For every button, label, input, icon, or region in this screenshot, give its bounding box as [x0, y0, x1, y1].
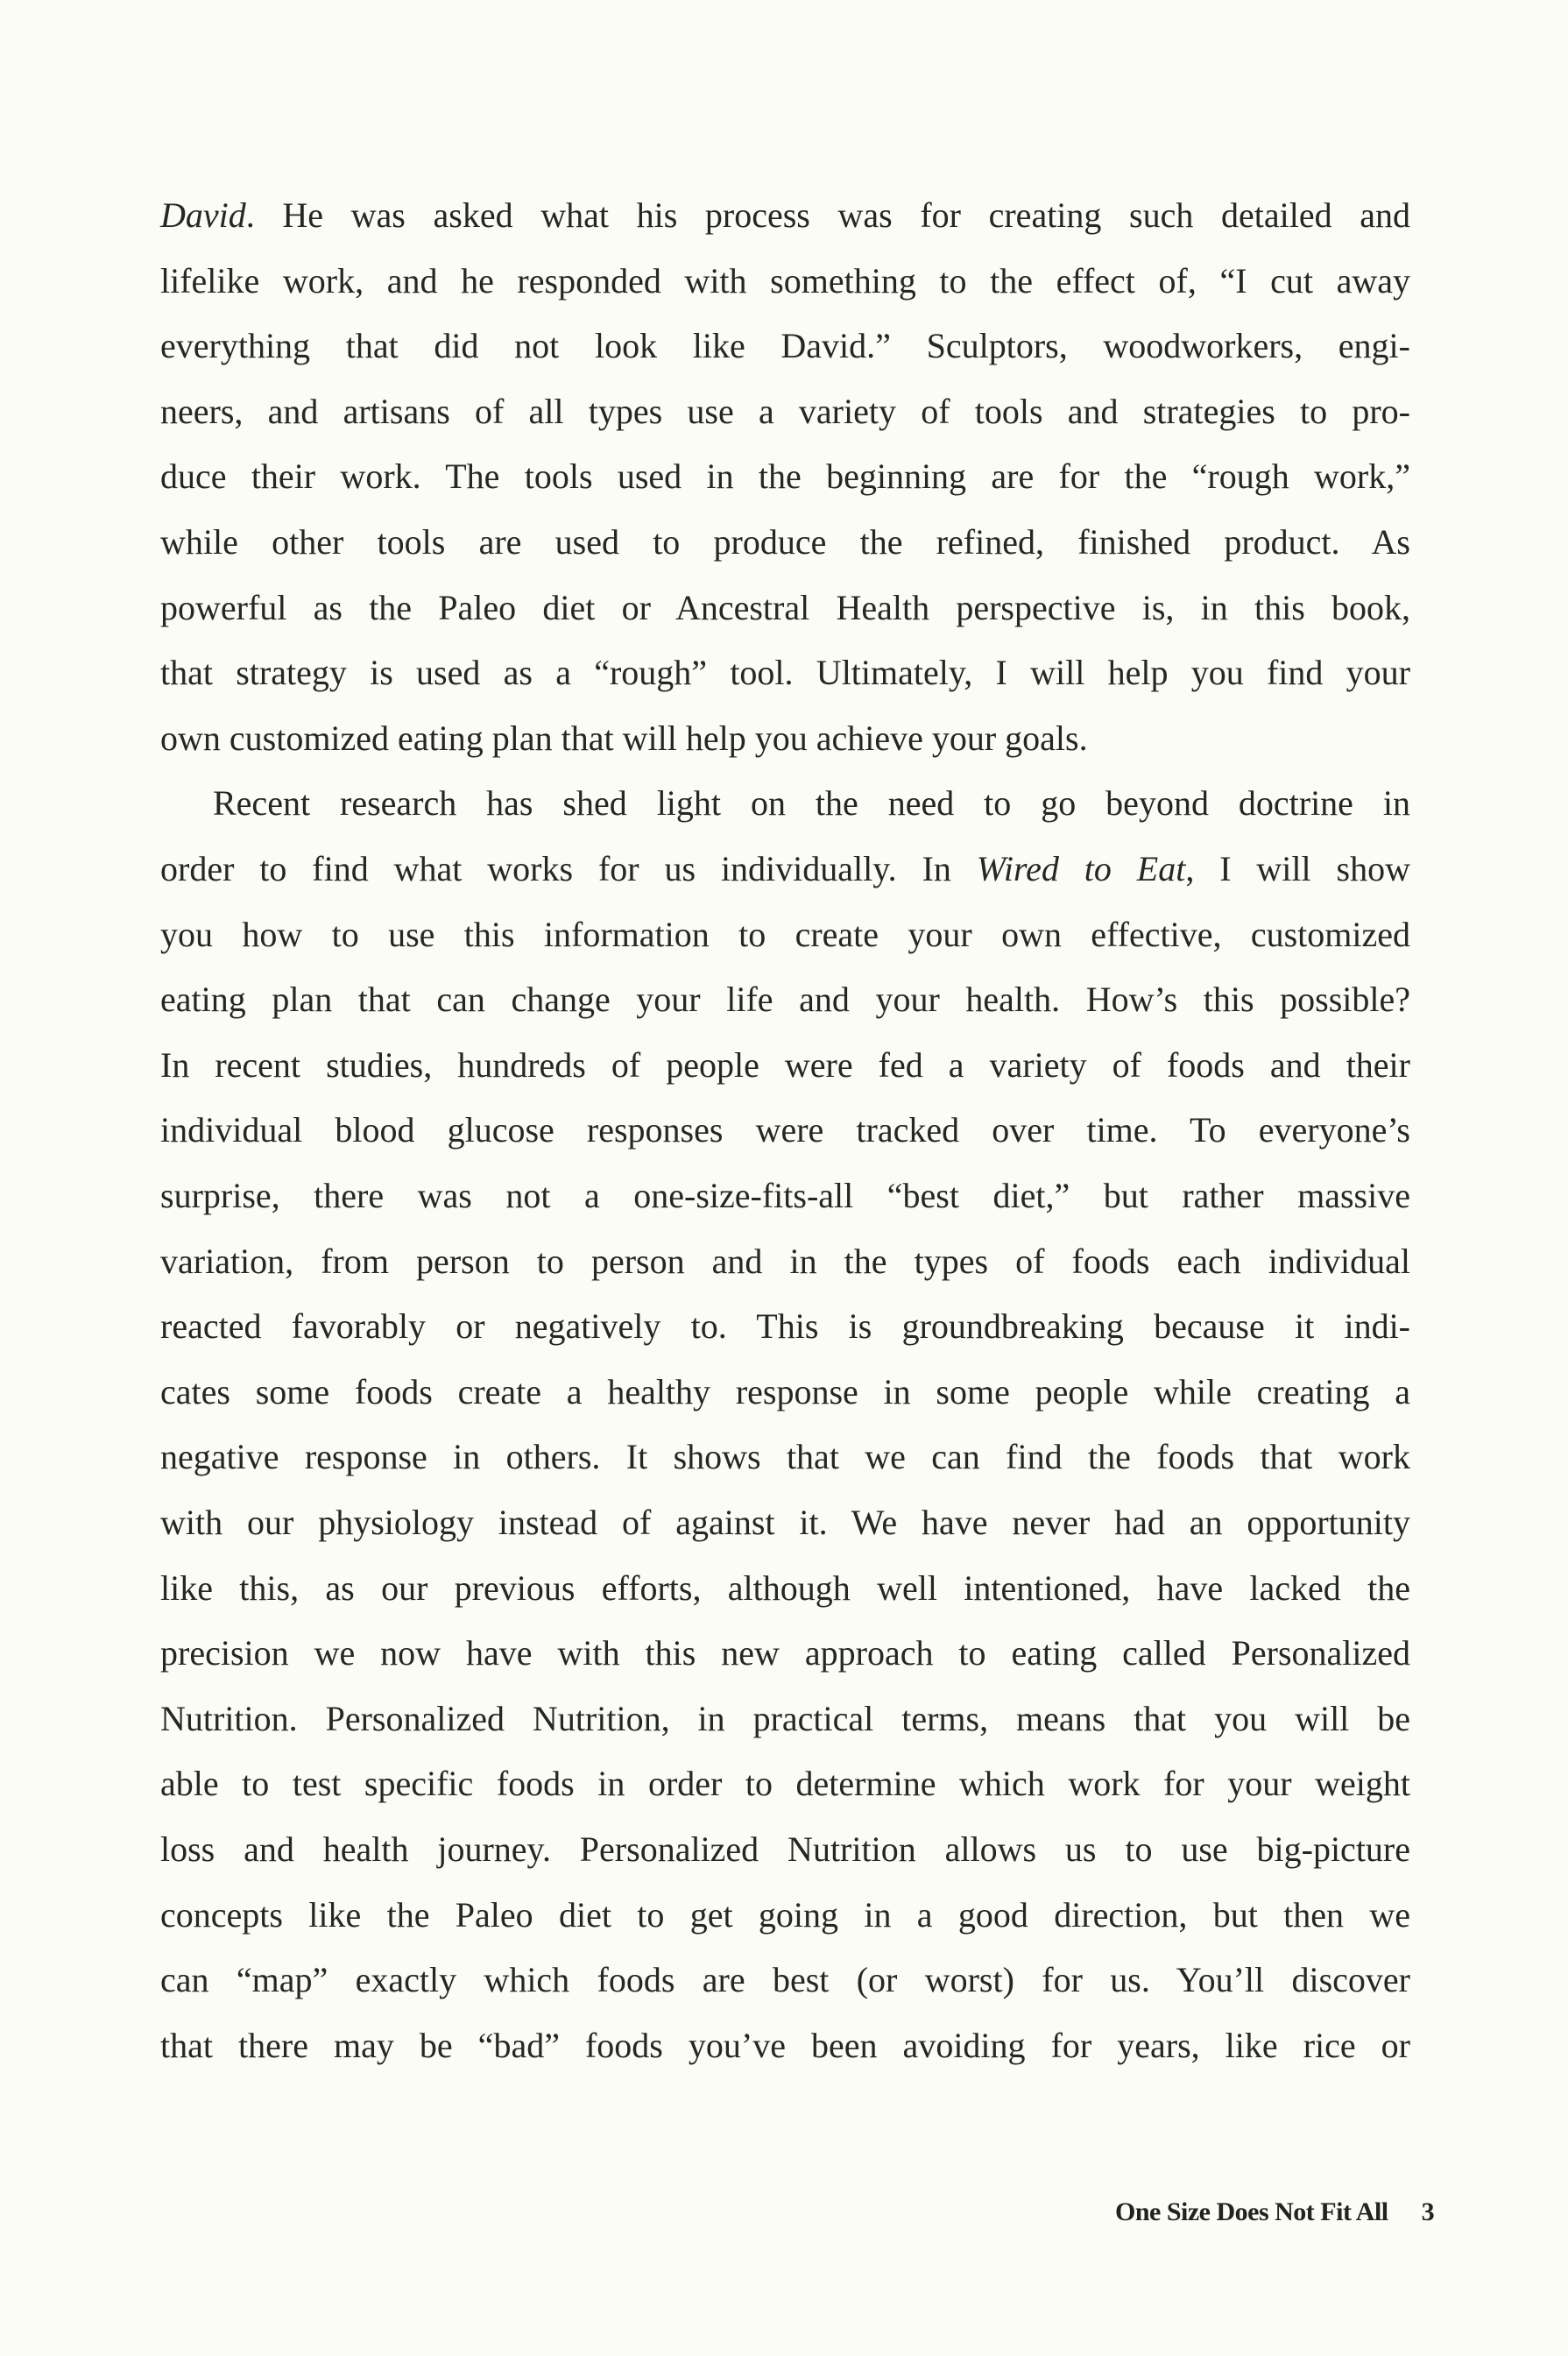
text-line — [160, 718, 1410, 758]
text-line — [160, 1764, 1410, 1804]
text-line — [160, 653, 1410, 693]
text-segment: Nutrition. Personalized Nutrition, in practical terms, means that you will be — [160, 1698, 1410, 1738]
text-line — [160, 980, 1410, 1020]
text-segment: , I will show — [1185, 849, 1411, 888]
text-line — [160, 783, 1410, 824]
page-number: 3 — [1421, 2197, 1435, 2226]
text-segment: with our physiology instead of against it. We have never had an opportunity — [160, 1503, 1410, 1542]
text-line — [160, 326, 1410, 366]
text-segment: everything that did not look like David.” Sculptors, woodworkers, engi- — [160, 326, 1410, 366]
text-segment: neers, and artisans of all types use a variety of tools and strategies to pro- — [160, 391, 1410, 431]
text-segment: cates some foods create a healthy response in some people while creating a — [160, 1371, 1410, 1411]
text-line — [160, 1960, 1410, 2000]
text-segment: that there may be “bad” foods you’ve been avoiding for years, like rice or — [160, 2025, 1410, 2065]
text-segment: Recent research has shed light on the need to go beyond doctrine in — [213, 783, 1410, 824]
text-segment: can “map” exactly which foods are best (or worst) for us. You’ll discover — [160, 1960, 1410, 2000]
text-line — [160, 1371, 1410, 1411]
text-segment: order to find what works for us individually. In — [160, 849, 977, 888]
text-line — [160, 1829, 1410, 1869]
page-footer — [1115, 2197, 1434, 2227]
text-segment: own customized eating plan that will help you achieve your goals. — [160, 718, 1088, 758]
text-line — [160, 1178, 1410, 1213]
italic-title: Wired to Eat — [976, 849, 1186, 888]
text-segment: like this, as our previous efforts, although well intentioned, have lacked the — [160, 1567, 1410, 1608]
text-line — [160, 914, 1410, 954]
text-segment: duce their work. The tools used in the beginning are for the “rough work,” — [160, 456, 1410, 497]
text-line — [160, 1110, 1410, 1150]
italic-title: David — [160, 195, 246, 235]
text-line — [160, 1306, 1410, 1347]
text-line — [160, 1505, 1410, 1540]
text-line — [160, 1633, 1410, 1673]
text-segment: eating plan that can change your life and your health. How’s this possible? — [160, 980, 1410, 1020]
text-segment: powerful as the Paleo diet or Ancestral Health perspective is, in this book, — [160, 587, 1410, 627]
text-segment: precision we now have with this new approach to eating called Personalized — [160, 1633, 1410, 1673]
text-segment: negative response in others. It shows that we can find the foods that work — [160, 1437, 1410, 1477]
text-line — [160, 849, 1411, 888]
text-segment: able to test specific foods in order to determine which work for your weight — [160, 1764, 1410, 1804]
text-line — [160, 522, 1410, 562]
text-segment: concepts like the Paleo diet to get going in a good direction, but then we — [160, 1894, 1410, 1935]
text-segment: In recent studies, hundreds of people were fed a variety of foods and their — [160, 1044, 1410, 1085]
text-line — [160, 2025, 1410, 2065]
text-segment: while other tools are used to produce the refined, finished product. As — [160, 522, 1410, 562]
text-segment: you how to use this information to create your own effective, customized — [160, 914, 1410, 954]
text-line — [160, 391, 1410, 431]
text-line — [160, 456, 1410, 497]
text-line — [160, 260, 1410, 301]
text-segment: individual blood glucose responses were tracked over time. To everyone’s — [160, 1110, 1410, 1150]
text-segment: lifelike work, and he responded with something to the effect of, “I cut away — [160, 260, 1410, 301]
text-segment: surprise, there was not a one-size-fits-all “best diet,” but rather massive — [160, 1176, 1410, 1215]
text-line — [160, 1044, 1410, 1085]
text-line — [160, 195, 1410, 235]
text-line — [160, 1894, 1410, 1935]
text-line — [160, 1241, 1410, 1281]
text-segment: that strategy is used as a “rough” tool. Ultimately, I will help you find your — [160, 653, 1410, 693]
text-segment: reacted favorably or negatively to. This is groundbreaking because it indi- — [160, 1306, 1410, 1347]
text-line — [160, 1698, 1410, 1738]
text-line — [160, 1567, 1410, 1608]
text-line — [160, 587, 1410, 627]
text-segment: . He was asked what his process was for creating such detailed and — [245, 195, 1410, 235]
text-line — [160, 1437, 1410, 1477]
running-head: One Size Does Not Fit All — [1115, 2197, 1388, 2226]
text-segment: variation, from person to person and in the types of foods each individual — [160, 1241, 1410, 1281]
text-segment: loss and health journey. Personalized Nutrition allows us to use big-picture — [160, 1829, 1410, 1869]
